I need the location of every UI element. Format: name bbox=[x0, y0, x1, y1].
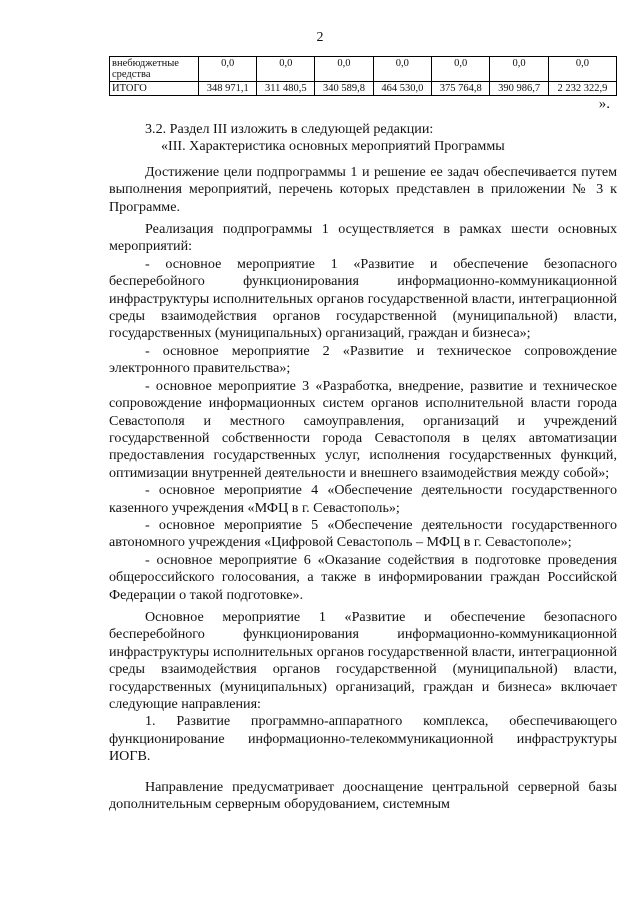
paragraph: Достижение цели подпрограммы 1 и решение ее задач обеспечивается путем выполнения мероприятий, перечень которых представлен в приложении № 3 к Программе. bbox=[109, 163, 617, 215]
table-cell: 348 971,1 bbox=[199, 82, 257, 96]
table-cell: 0,0 bbox=[373, 57, 431, 82]
table-cell: 390 986,7 bbox=[490, 82, 548, 96]
list-item: - основное мероприятие 2 «Развитие и техническое сопровождение электронного правительства»; bbox=[109, 342, 617, 377]
table-cell: 0,0 bbox=[257, 57, 315, 82]
table-cell: 0,0 bbox=[490, 57, 548, 82]
table-row-label: ИТОГО bbox=[110, 82, 199, 96]
list-item: - основное мероприятие 6 «Оказание содействия в подготовке проведения общероссийского голосования, а также в информировании граждан Российской Федерации о такой подготовке». bbox=[109, 551, 617, 603]
table-cell: 375 764,8 bbox=[432, 82, 490, 96]
section-title: «III. Характеристика основных мероприятий Программы bbox=[161, 138, 505, 155]
table-cell: 0,0 bbox=[548, 57, 616, 82]
list-item: - основное мероприятие 4 «Обеспечение деятельности государственного казенного учреждения «МФЦ в г. Севастополь»; bbox=[109, 482, 617, 516]
paragraph: 1. Развитие программно-аппаратного комплекса, обеспечивающего функционирование информационно-телекоммуникационной инфраструктуры ИОГВ. bbox=[109, 713, 617, 765]
table-cell: 311 480,5 bbox=[257, 82, 315, 96]
document-body bbox=[109, 116, 617, 813]
paragraph: Реализация подпрограммы 1 осуществляется в рамках шести основных мероприятий: bbox=[109, 221, 617, 255]
table-row-label: внебюджетные средства bbox=[110, 57, 199, 82]
list-item: - основное мероприятие 5 «Обеспечение деятельности государственного автономного учреждения «Цифровой Севастополь – МФЦ в г. Севастополе»; bbox=[109, 516, 617, 551]
table-cell: 0,0 bbox=[315, 57, 373, 82]
section-instruction: 3.2. Раздел III изложить в следующей редакции: bbox=[145, 121, 434, 137]
table-row bbox=[110, 82, 617, 96]
table-row bbox=[110, 57, 617, 82]
table-cell: 0,0 bbox=[199, 57, 257, 82]
page-number: 2 bbox=[316, 30, 324, 45]
table-cell: 0,0 bbox=[432, 57, 490, 82]
closing-quote: ». bbox=[598, 96, 610, 112]
paragraph: Направление предусматривает дооснащение центральной серверной базы дополнительным серверным оборудованием, системным bbox=[109, 778, 617, 813]
table-cell: 2 232 322,9 bbox=[548, 82, 616, 96]
paragraph: Основное мероприятие 1 «Развитие и обеспечение безопасного бесперебойного функционирования информационно-коммуникационной инфраструктуры исполнительных органов государственной власти, интеграционной среды взаимодействия органов государственной (муниципальной) власти, государственных (муниципальных) организаций, граждан и бизнеса» включает следующие направления: bbox=[109, 608, 617, 712]
table-cell: 340 589,8 bbox=[315, 82, 373, 96]
table-cell: 464 530,0 bbox=[373, 82, 431, 96]
list-item: - основное мероприятие 1 «Развитие и обеспечение безопасного бесперебойного функционирования информационно-коммуникационной инфраструктуры исполнительных органов государственной власти, интеграционной среды взаимодействия органов государственной (муниципальной) власти, государственных (муниципальных) организаций, граждан и бизнеса»; bbox=[109, 255, 617, 342]
list-item: - основное мероприятие 3 «Разработка, внедрение, развитие и техническое сопровождение информационных систем органов исполнительной власти города Севастополя и местного самоуправления, организаций и учреждений государственной собственности города Севастополя в целях автоматизации предоставления государственных услуг, исполнения государственных функций, оптимизации внутренней деятельности и внешнего взаимодействия между собой»; bbox=[109, 377, 617, 481]
budget-table bbox=[109, 56, 617, 96]
